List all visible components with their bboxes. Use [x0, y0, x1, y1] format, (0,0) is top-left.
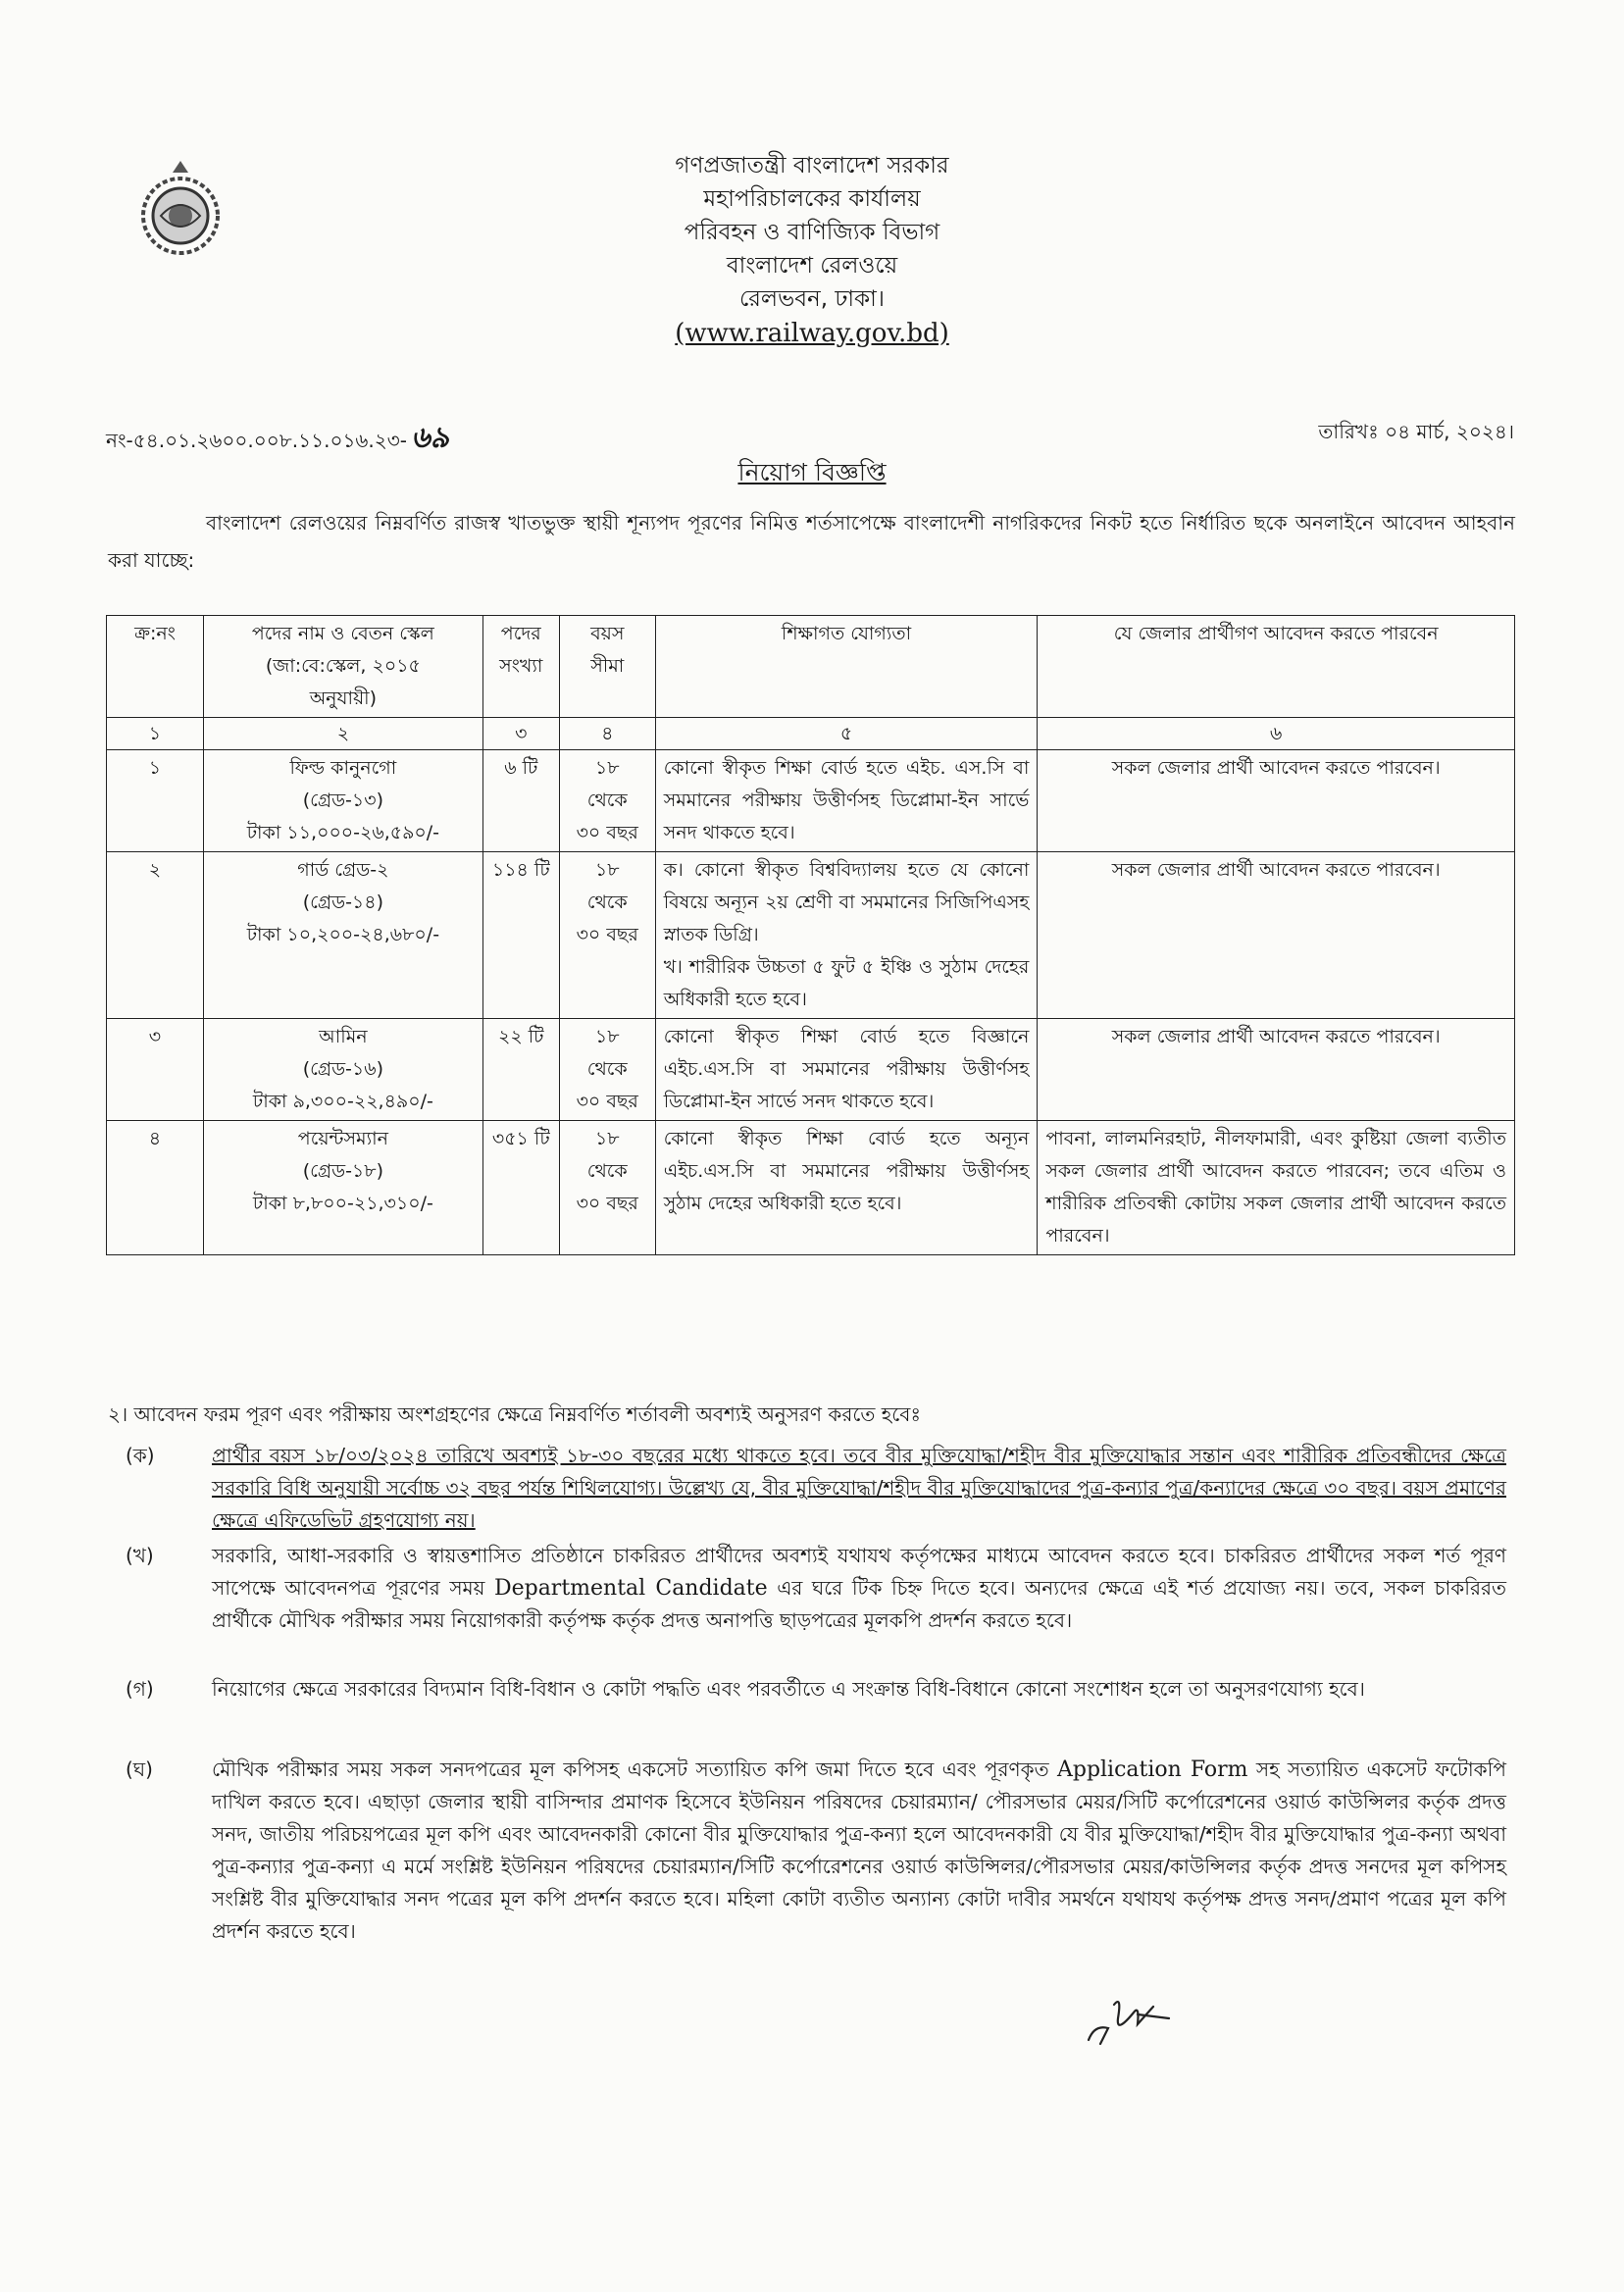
column-number-row — [107, 718, 1515, 750]
column-number: ৬ — [1038, 718, 1515, 750]
row-age: ১৮ থেকে ৩০ বছর — [559, 750, 655, 852]
row-districts: সকল জেলার প্রার্থী আবেদন করতে পারবেন। — [1038, 1019, 1515, 1121]
condition-text: নিয়োগের ক্ষেত্রে সরকারের বিদ্যমান বিধি-বিধান ও কোটা পদ্ধতি এবং পরবর্তীতে এ সংক্রান্ত বিধি-বিধানে কোনো সংশোধন হলে তা অনুসরণযোগ্য হবে। — [212, 1677, 1365, 1701]
condition-text-english: Application Form — [1056, 1757, 1248, 1782]
condition-text-part: এর ঘরে টিক চিহ্ন দিতে হবে। অন্যদের ক্ষেত্রে এই শর্ত প্রযোজ্য নয়। তবে, সকল চাকরিরত প্রার্থীকে মৌখিক পরীক্ষার সময় নিয়োগকারী কর্তৃপক্ষ কর্তৃক প্রদত্ত অনাপত্তি ছাড়পত্রের মূলকপি প্রদর্শন করতে হবে। — [212, 1576, 1506, 1632]
condition-label: (ক) — [126, 1444, 155, 1467]
memo-date: তারিখঃ ০৪ মার্চ, ২০২৪। — [1318, 420, 1514, 443]
condition-gha — [114, 1754, 1518, 1948]
condition-text-english: Departmental Candidate — [493, 1576, 768, 1601]
column-number: ৫ — [655, 718, 1038, 750]
condition-text — [212, 1540, 1506, 1637]
row-post: ফিল্ড কানুনগো (গ্রেড-১৩) টাকা ১১,০০০-২৬,৫৯০/- — [203, 750, 482, 852]
intro-paragraph: বাংলাদেশ রেলওয়ের নিম্নবর্ণিত রাজস্ব খাতভুক্ত স্থায়ী শূন্যপদ পূরণের নিমিত্ত শর্তসাপেক্ষে বাংলাদেশী নাগরিকদের নিকট হতে নির্ধারিত ছকে অনলাইনে আবেদন আহবান করা যাচ্ছে: — [108, 511, 1515, 572]
row-qualification: কোনো স্বীকৃত শিক্ষা বোর্ড হতে অন্যূন এইচ.এস.সি বা সমমানের পরীক্ষায় উত্তীর্ণসহ সুঠাম দেহের অধিকারী হতে হবে। — [655, 1121, 1038, 1255]
row-districts: সকল জেলার প্রার্থী আবেদন করতে পারবেন। — [1038, 750, 1515, 852]
office-header — [0, 149, 1624, 351]
row-serial: ১ — [107, 750, 204, 852]
vacancy-table — [106, 615, 1515, 1255]
row-post: আমিন (গ্রেড-১৬) টাকা ৯,৩০০-২২,৪৯০/- — [203, 1019, 482, 1121]
condition-label: (ঘ) — [126, 1757, 153, 1781]
row-post-count: ২২ টি — [482, 1019, 559, 1121]
condition-kha — [114, 1540, 1518, 1637]
condition-text: প্রার্থীর বয়স ১৮/০৩/২০২৪ তারিখে অবশ্যই ১৮-৩০ বছরের মধ্যে থাকতে হবে। তবে বীর মুক্তিযোদ্ধা/শহীদ বীর মুক্তিযোদ্ধার সন্তান এবং শারীরিক প্রতিবন্ধীদের ক্ষেত্রে সরকারি বিধি অনুযায়ী সর্বোচ্চ ৩২ বছর পর্যন্ত শিথিলযোগ্য। উল্লেখ্য যে, বীর মুক্তিযোদ্ধা/শহীদ বীর মুক্তিযোদ্ধাদের পুত্র-কন্যার পুত্র/কন্যাদের ক্ষেত্রে ৩০ বছর। বয়স প্রমাণের ক্ষেত্রে এফিডেভিট গ্রহণযোগ্য নয়। — [212, 1444, 1506, 1532]
header-organization: বাংলাদেশ রেলওয়ে — [726, 253, 898, 279]
condition-ga — [114, 1673, 1518, 1706]
header-website: (www.railway.gov.bd) — [675, 319, 949, 348]
header-post-scale: পদের নাম ও বেতন স্কেল (জা:বে:স্কেল, ২০১৫ অনুযায়ী) — [203, 616, 482, 718]
header-age-limit: বয়স সীমা — [559, 616, 655, 718]
row-age: ১৮ থেকে ৩০ বছর — [559, 1019, 655, 1121]
row-post: পয়েন্টসম্যান (গ্রেড-১৮) টাকা ৮,৮০০-২১,৩১০/- — [203, 1121, 482, 1255]
table-row — [107, 750, 1515, 852]
condition-text-part: সরকারি, আধা-সরকারি ও স্বায়ত্তশাসিত প্রতিষ্ঠানে চাকরিরত প্রার্থীদের অবশ্যই যথাযথ কর্তৃপক্ষের মাধ্যমে আবেদন করতে হবে। চাকরিরত প্রার্থীদের সকল শর্ত পূরণ সাপেক্ষে আবেদনপত্র পূরণের সময় — [212, 1544, 1506, 1600]
row-districts: সকল জেলার প্রার্থী আবেদন করতে পারবেন। — [1038, 852, 1515, 1019]
condition-text — [212, 1754, 1506, 1948]
header-serial: ক্র:নং — [107, 616, 204, 718]
row-serial: ২ — [107, 852, 204, 1019]
header-office: মহাপরিচালকের কার্যালয় — [703, 186, 921, 212]
row-districts: পাবনা, লালমনিরহাট, নীলফামারী, এবং কুষ্টিয়া জেলা ব্যতীত সকল জেলার প্রার্থী আবেদন করতে পারবেন; তবে এতিম ও শারীরিক প্রতিবন্ধী কোটায় সকল জেলার প্রার্থী আবেদন করতে পারবেন। — [1038, 1121, 1515, 1255]
condition-ka — [114, 1440, 1518, 1537]
header-division: পরিবহন ও বাণিজ্যিক বিভাগ — [684, 220, 940, 245]
column-number: ৩ — [482, 718, 559, 750]
row-qualification: কোনো স্বীকৃত শিক্ষা বোর্ড হতে এইচ. এস.সি বা সমমানের পরীক্ষায় উত্তীর্ণসহ ডিপ্লোমা-ইন সার্ভে সনদ থাকতে হবে। — [655, 750, 1038, 852]
row-serial: ৪ — [107, 1121, 204, 1255]
row-qualification: ক। কোনো স্বীকৃত বিশ্ববিদ্যালয় হতে যে কোনো বিষয়ে অন্যূন ২য় শ্রেণী বা সমমানের সিজিপিএসহ স্নাতক ডিগ্রি। খ। শারীরিক উচ্চতা ৫ ফুট ৫ ইঞ্চি ও সুঠাম দেহের অধিকারী হতে হবে। — [655, 852, 1038, 1019]
header-qualification: শিক্ষাগত যোগ্যতা — [655, 616, 1038, 718]
table-row — [107, 1019, 1515, 1121]
column-number: ২ — [203, 718, 482, 750]
table-header-row — [107, 616, 1515, 718]
row-age: ১৮ থেকে ৩০ বছর — [559, 852, 655, 1019]
conditions-title: ২। আবেদন ফরম পূরণ এবং পরীক্ষায় অংশগ্রহণের ক্ষেত্রে নিম্নবর্ণিত শর্তাবলী অবশ্যই অনুসরণ করতে হবেঃ — [108, 1402, 922, 1426]
header-address: রেলভবন, ঢাকা। — [738, 286, 886, 312]
condition-text-part: মৌখিক পরীক্ষার সময় সকল সনদপত্রের মূল কপিসহ একসেট সত্যায়িত কপি জমা দিতে হবে এবং পূরণকৃত — [212, 1757, 1049, 1781]
header-government: গণপ্রজাতন্ত্রী বাংলাদেশ সরকার — [675, 153, 949, 178]
condition-text-part: সহ সত্যায়িত একসেট ফটোকপি দাখিল করতে হবে। এছাড়া জেলার স্থায়ী বাসিন্দার প্রমাণক হিসেবে ইউনিয়ন পরিষদের চেয়ারম্যান/ পৌরসভার মেয়র/সিটি কর্পোরেশনের ওয়ার্ড কাউন্সিলর কর্তৃক প্রদত্ত সনদ, জাতীয় পরিচয়পত্রের মূল কপি এবং আবেদনকারী কোনো বীর মুক্তিযোদ্ধার পুত্র-কন্যা হলে আবেদনকারী যে বীর মুক্তিযোদ্ধা/শহীদ বীর মুক্তিযোদ্ধার পুত্র-কন্যা অথবা পুত্র-কন্যার পুত্র-কন্যা এ মর্মে সংশ্লিষ্ট ইউনিয়ন পরিষদের চেয়ারম্যান/সিটি কর্পোরেশনের ওয়ার্ড কাউন্সিলর/পৌরসভার মেয়র/কাউন্সিলর কর্তৃক প্রদত্ত সনদের মূল কপিসহ সংশ্লিষ্ট বীর মুক্তিযোদ্ধার সনদ পত্রের মূল কপি প্রদর্শন করতে হবে। মহিলা কোটা ব্যতীত অন্যান্য কোটা দাবীর সমর্থনে যথাযথ কর্তৃপক্ষ প্রদত্ত সনদ/প্রমাণ পত্রের মূল কপি প্রদর্শন করতে হবে। — [212, 1757, 1506, 1943]
header-post-count: পদের সংখ্যা — [482, 616, 559, 718]
row-serial: ৩ — [107, 1019, 204, 1121]
row-post: গার্ড গ্রেড-২ (গ্রেড-১৪) টাকা ১০,২০০-২৪,৬৮০/- — [203, 852, 482, 1019]
column-number: ১ — [107, 718, 204, 750]
header-eligible-districts: যে জেলার প্রার্থীগণ আবেদন করতে পারবেন — [1038, 616, 1515, 718]
column-number: ৪ — [559, 718, 655, 750]
table-row — [107, 852, 1515, 1019]
signature-mark — [1079, 1985, 1177, 2048]
row-qualification: কোনো স্বীকৃত শিক্ষা বোর্ড হতে বিজ্ঞানে এইচ.এস.সি বা সমমানের পরীক্ষায় উত্তীর্ণসহ ডিপ্লোমা-ইন সার্ভে সনদ থাকতে হবে। — [655, 1019, 1038, 1121]
table-row — [107, 1121, 1515, 1255]
notice-title: নিয়োগ বিজ্ঞপ্তি — [737, 458, 887, 486]
row-post-count: ১১৪ টি — [482, 852, 559, 1019]
row-post-count: ৬ টি — [482, 750, 559, 852]
condition-label: (খ) — [126, 1544, 154, 1567]
row-age: ১৮ থেকে ৩০ বছর — [559, 1121, 655, 1255]
condition-label: (গ) — [126, 1677, 154, 1701]
memo-handwritten-suffix: ৬৯ — [411, 421, 449, 455]
row-post-count: ৩৫১ টি — [482, 1121, 559, 1255]
memo-number: নং-৫৪.০১.২৬০০.০০৮.১১.০১৬.২৩- — [106, 429, 408, 452]
